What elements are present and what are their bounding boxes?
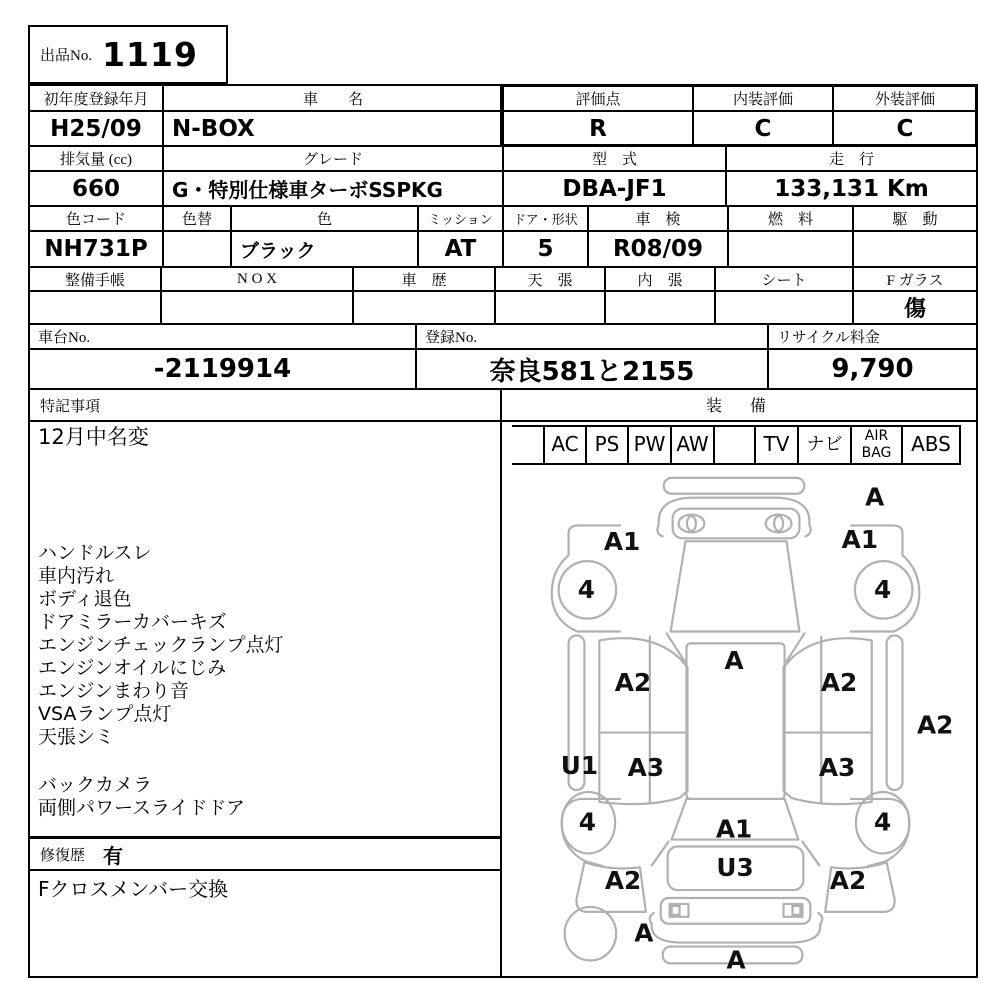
interior-score-value: C (692, 112, 832, 145)
equipment-cell-empty-1 (512, 425, 545, 465)
equipment-cell-empty-2 (713, 425, 756, 465)
color-code-header: 色コード (30, 207, 162, 232)
seat-header: シート (714, 268, 852, 292)
exterior-score-header: 外装評価 (832, 86, 976, 112)
recycle-fee-value: 9,790 (767, 350, 976, 388)
row-service-history (28, 266, 978, 325)
score-header: 評価点 (502, 86, 692, 112)
special-notes-header-label: 特記事項 (40, 398, 101, 415)
model-code-value: DBA-JF1 (502, 172, 725, 205)
diagram-label-4: 4 (577, 574, 596, 604)
equipment-cell-ps: PS (585, 425, 629, 465)
note-line: エンジンまわり音 (38, 680, 190, 702)
mileage-header: 走 行 (725, 147, 976, 172)
diagram-label-A2: A2 (820, 667, 858, 697)
displacement-header: 排気量 (cc) (30, 147, 162, 172)
diagram-label-A3: A3 (818, 752, 856, 782)
equipment-cell-navi: ナビ (797, 425, 852, 465)
front-glass-value: 傷 (852, 292, 976, 323)
equipment-cell-abs: ABS (901, 425, 961, 465)
equipment-cell-airbag: AIR BAG (850, 425, 903, 465)
transmission-header: ミッション (417, 207, 502, 232)
history-value (352, 292, 494, 323)
damage-diagram (502, 467, 976, 976)
diagram-label-A: A (634, 918, 654, 948)
color-code-value: NH731P (44, 236, 148, 262)
nox-header: N O X (160, 268, 352, 292)
color-change-value (162, 232, 230, 266)
mileage-value: 133,131 Km (725, 172, 976, 205)
repair-note-text: Fクロスメンバー交換 (38, 877, 229, 901)
note-line: バックカメラ (38, 774, 153, 796)
note-line: エンジンオイルにじみ (38, 657, 227, 679)
model-code-header: 型 式 (502, 147, 725, 172)
color-value: ブラック (230, 232, 417, 266)
equipment-row (512, 425, 976, 465)
inspection-value: R08/09 (587, 232, 727, 266)
history-header: 車 歴 (352, 268, 494, 292)
diagram-label-A2: A2 (614, 667, 652, 697)
doors-header: ドア・形状 (502, 207, 587, 232)
special-notes-header (30, 390, 500, 422)
row-registration-name-scores (28, 84, 978, 147)
note-line: エンジンチェックランプ点灯 (38, 634, 284, 656)
note-line: 車内汚れ (38, 565, 115, 587)
diagram-label-U1: U1 (560, 750, 599, 780)
headliner-value (494, 292, 604, 323)
first-reg-header: 初年度登録年月 (30, 86, 162, 112)
nox-value (160, 292, 352, 323)
equipment-header (502, 390, 976, 422)
doors-value: 5 (502, 232, 587, 266)
diagram-label-4: 4 (874, 574, 892, 604)
transmission-value: AT (417, 232, 502, 266)
exterior-score-value: C (832, 112, 976, 145)
diagram-label-4: 4 (578, 807, 597, 837)
drive-value (852, 232, 976, 266)
front-glass-header: F ガラス (852, 268, 976, 292)
special-notes-body (30, 422, 500, 836)
inspection-header: 車 検 (587, 207, 727, 232)
note-line: ハンドルスレ (38, 542, 152, 564)
lot-number-box (28, 25, 228, 84)
condition-notes-list (38, 542, 492, 749)
fuel-header: 燃 料 (727, 207, 852, 232)
equipment-cell-tv: TV (754, 425, 799, 465)
interior-score-header: 内装評価 (692, 86, 832, 112)
registration-no-header: 登録No. (415, 325, 767, 350)
diagram-label-A1: A1 (715, 814, 753, 844)
first-reg-value: H25/09 (50, 115, 142, 142)
diagram-label-A1: A1 (603, 526, 641, 556)
repair-history-row (30, 836, 500, 869)
row-color-transmission (28, 205, 978, 268)
diagram-label-A2: A2 (916, 710, 954, 740)
registration-no-value: 奈良581と2155 (415, 350, 767, 388)
note-line: ドアミラーカバーキズ (38, 611, 227, 633)
equipment-cell-aw: AW (670, 425, 715, 465)
note-line: VSAランプ点灯 (38, 703, 172, 725)
row-grade-model-mileage (28, 145, 978, 207)
row-chassis-registration (28, 323, 978, 390)
fuel-value (727, 232, 852, 266)
service-book-value (30, 292, 160, 323)
drive-header: 駆 動 (852, 207, 976, 232)
note-line: ボディ退色 (38, 588, 132, 610)
car-name-value: N-BOX (162, 112, 502, 145)
equipment-panel (500, 388, 978, 978)
recycle-fee-header: リサイクル料金 (767, 325, 976, 350)
displacement-value: 660 (71, 175, 120, 202)
note-top-line: 12月中名変 (38, 425, 149, 449)
chassis-no-header: 車台No. (30, 325, 415, 350)
repair-history-label: 修復歴 (40, 847, 86, 864)
diagram-label-A1: A1 (841, 524, 879, 554)
door-trim-header: 内 張 (604, 268, 714, 292)
chassis-no-value: -2119914 (153, 354, 292, 384)
feature-notes-list (38, 774, 492, 820)
grade-value: G・特別仕様車ターボSSPKG (162, 172, 502, 205)
color-header: 色 (230, 207, 417, 232)
door-trim-value (604, 292, 714, 323)
diagram-label-U3: U3 (716, 852, 754, 882)
diagram-label-A3: A3 (627, 752, 665, 782)
diagram-label-A: A (724, 645, 744, 675)
special-notes-panel (28, 388, 502, 978)
seat-value (714, 292, 852, 323)
lot-number-value: 1119 (102, 35, 198, 74)
grade-header: グレード (162, 147, 502, 172)
diagram-label-A: A (726, 945, 746, 975)
car-name-header: 車 名 (162, 86, 502, 112)
equipment-cell-ac: AC (543, 425, 587, 465)
color-change-header: 色替 (162, 207, 230, 232)
equipment-cell-pw: PW (627, 425, 672, 465)
repair-history-value: 有 (103, 843, 124, 868)
note-line: 両側パワースライドドア (38, 797, 245, 819)
diagram-label-A2: A2 (829, 865, 867, 895)
repair-note-area (30, 869, 500, 976)
equipment-header-label: 装 備 (705, 398, 772, 416)
diagram-label-A2: A2 (604, 865, 642, 895)
diagram-label-A: A (865, 482, 885, 512)
diagram-label-4: 4 (874, 807, 892, 837)
lot-number-label: 出品No. (40, 48, 93, 64)
headliner-header: 天 張 (494, 268, 604, 292)
note-line: 天張シミ (38, 726, 115, 748)
score-value: R (502, 112, 692, 145)
service-book-header: 整備手帳 (30, 268, 160, 292)
